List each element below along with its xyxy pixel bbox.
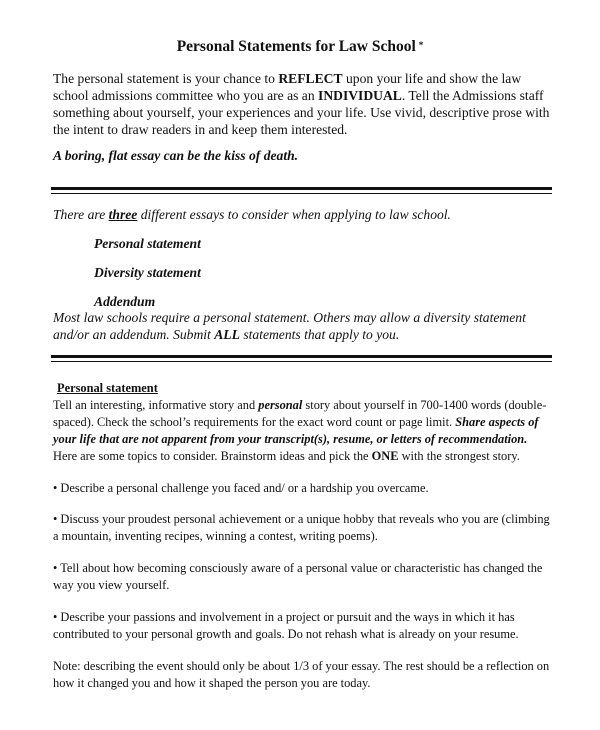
intro-emphasis-reflect: REFLECT <box>278 71 343 86</box>
intro-emphasis-individual: INDIVIDUAL <box>318 88 402 103</box>
essay-type-addendum: Addendum <box>94 294 156 309</box>
section-emphasis-share: Share aspects of your life that are not apparent from your transcript(s), resume, or letters of recommendation. <box>53 415 539 446</box>
boring-warning: A boring, flat essay can be the kiss of death. <box>53 148 299 163</box>
bullet-item-passions: • Describe your passions and involvement in a project or pursuit and the ways in which it has contributed to your personal growth and goals. Do not rehash what is already on your resume. <box>53 610 519 641</box>
three-text-2: different essays to consider when applying to law school. <box>137 207 451 222</box>
divider-thin-2 <box>51 361 552 362</box>
three-emphasis: three <box>108 207 138 222</box>
most-text-2: statements that apply to you. <box>239 327 400 342</box>
bullet-item-achievement: • Discuss your proudest personal achievement or a unique hobby that reveals who you are (climbing a mountain, inventing recipes, winning a contest, writing poems). <box>53 512 550 543</box>
three-text-1: There are <box>53 207 109 222</box>
bullet-item-value: • Tell about how becoming consciously aware of a personal value or characteristic has changed the way you view yourself. <box>53 561 543 592</box>
section-text-3: Here are some topics to consider. Brainstorm ideas and pick the <box>53 449 372 463</box>
title-asterisk: * <box>418 40 424 50</box>
divider-thick-1 <box>51 187 552 190</box>
section-text-4: with the strongest story. <box>398 449 520 463</box>
divider-thick-2 <box>51 355 552 358</box>
intro-text-2: upon your life and show the law school admissions committee who you are as an <box>53 71 522 103</box>
essay-type-diversity: Diversity statement <box>94 265 201 280</box>
most-emphasis-all: ALL <box>214 327 240 342</box>
page-title <box>0 38 600 56</box>
section-emphasis-personal: personal <box>258 398 303 412</box>
intro-paragraph <box>53 70 553 138</box>
most-schools-paragraph <box>53 309 553 343</box>
section-heading: Personal statement <box>57 381 158 395</box>
note-paragraph: Note: describing the event should only be about 1/3 of your essay. The rest should be a reflection on how it changed you and how it shaped the person you are today. <box>53 659 550 690</box>
bullet-item-challenge: • Describe a personal challenge you faced and/ or a hardship you overcame. <box>53 481 429 495</box>
section-text-2: story about yourself in 700-1400 words (double-spaced). Check the school’s requirements for the exact word count or page limit. <box>53 398 547 429</box>
section-paragraph <box>53 397 553 465</box>
divider-thin-1 <box>51 193 552 194</box>
three-essays-line <box>53 206 553 223</box>
most-text-1: Most law schools require a personal statement. Others may allow a diversity statement and/or an addendum. Submit <box>53 310 526 342</box>
intro-text-1: The personal statement is your chance to <box>53 71 279 86</box>
essay-type-personal: Personal statement <box>94 236 201 251</box>
title-text: Personal Statements for Law School <box>176 38 416 55</box>
section-text-1: Tell an interesting, informative story and <box>53 398 259 412</box>
section-emphasis-one: ONE <box>371 449 399 463</box>
intro-text-3: . Tell the Admissions staff something about yourself, your experiences and your life. Use vivid, descriptive prose with the intent to draw readers in and keep them interested. <box>53 88 550 137</box>
